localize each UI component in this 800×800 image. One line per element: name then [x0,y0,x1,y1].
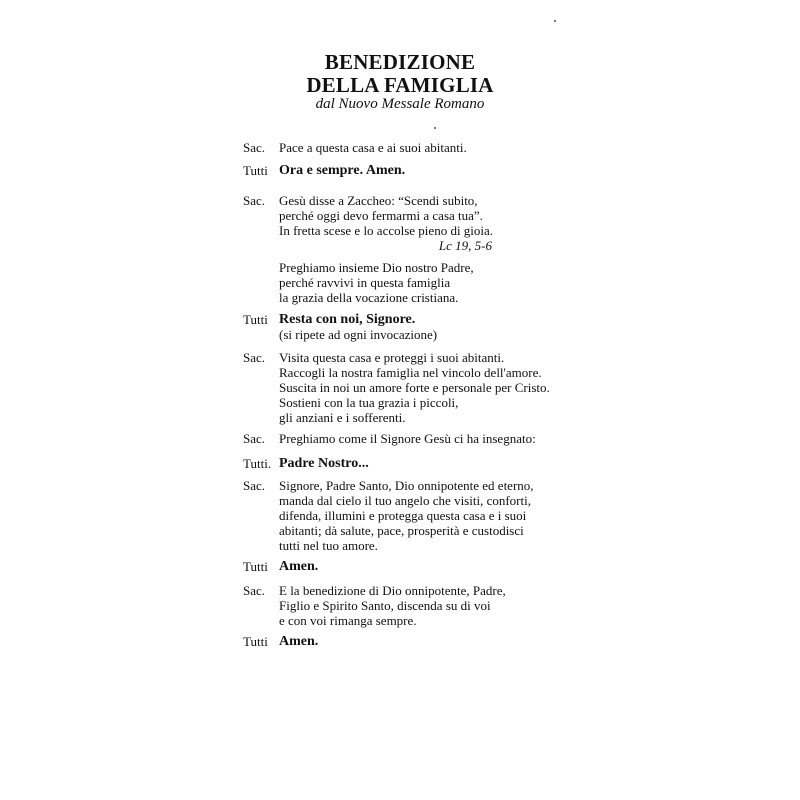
speaker-label: Sac. [243,350,266,365]
speaker-label: Tutti [243,634,268,649]
prayer-line: Visita questa casa e proteggi i suoi abitanti. [279,350,505,365]
speaker-label: Sac. [243,431,266,446]
document-title-line-1: BENEDIZIONE [324,50,476,74]
prayer-line: Raccogli la nostra famiglia nel vincolo dell'amore. [279,365,542,380]
prayer-line: e con voi rimanga sempre. [279,613,417,628]
scripture-reference: Lc 19, 5-6 [438,238,492,253]
prayer-line: la grazia della vocazione cristiana. [279,290,459,305]
prayer-line: difenda, illumini e protegga questa casa e i suoi [279,508,527,523]
speaker-label: Sac. [243,140,266,155]
document-title-line-2: DELLA FAMIGLIA [306,73,494,97]
speaker-label: Tutti [243,312,268,327]
speaker-label: Tutti [243,559,268,574]
prayer-line: Figlio e Spirito Santo, discenda su di voi [279,598,491,613]
prayer-line: Gesù disse a Zaccheo: “Scendi subito, [279,193,478,208]
response-line: Resta con noi, Signore. [279,312,416,327]
prayer-line: gli anziani e i sofferenti. [279,410,406,425]
prayer-line: perché ravvivi in questa famiglia [279,275,451,290]
prayer-line: abitanti; dà salute, pace, prosperità e custodisci [279,523,524,538]
speaker-label: Tutti [243,163,268,178]
response-line: Ora e sempre. Amen. [279,163,406,178]
prayer-line: Sostieni con la tua grazia i piccoli, [279,395,459,410]
rubric-line: (si ripete ad ogni invocazione) [279,327,438,342]
response-line: Amen. [279,559,319,574]
prayer-line: E la benedizione di Dio onnipotente, Padre, [279,583,506,598]
scan-speck [554,20,556,22]
prayer-line: Preghiamo insieme Dio nostro Padre, [279,260,474,275]
speaker-label: Sac. [243,193,266,208]
prayer-line: Suscita in noi un amore forte e personale per Cristo. [279,380,550,395]
prayer-line: In fretta scese e lo accolse pieno di gioia. [279,223,494,238]
prayer-line: Signore, Padre Santo, Dio onnipotente ed eterno, [279,478,534,493]
response-line: Padre Nostro... [279,456,369,471]
prayer-line: tutti nel tuo amore. [279,538,378,553]
prayer-line: Pace a questa casa e ai suoi abitanti. [279,140,467,155]
speaker-label: Sac. [243,583,266,598]
document-subtitle: dal Nuovo Messale Romano [315,96,485,112]
prayer-line: Preghiamo come il Signore Gesù ci ha insegnato: [279,431,536,446]
prayer-line: manda dal cielo il tuo angelo che visiti, conforti, [279,493,531,508]
response-line: Amen. [279,634,319,649]
speaker-label: Sac. [243,478,266,493]
scan-speck [434,127,436,129]
prayer-line: perché oggi devo fermarmi a casa tua”. [279,208,483,223]
speaker-label: Tutti. [243,456,272,471]
